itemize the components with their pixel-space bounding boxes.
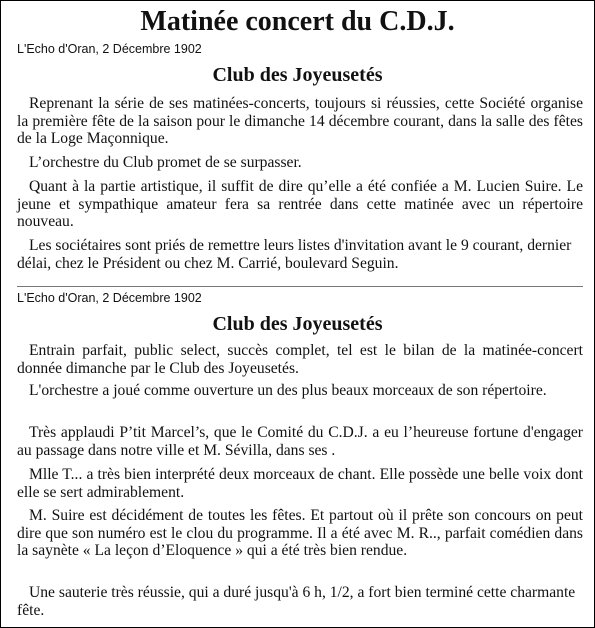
article-1-paragraph-4: Les sociétaires sont priés de remettre leurs listes d'invitation avant le 9 courant, dernier délai, chez le Président ou chez M. Carrié, boulevard Seguin. (17, 237, 572, 272)
article-divider (17, 286, 583, 287)
article-2-paragraph-5: M. Suire est décidément de toutes les fêtes. Et partout où il prête son concours on peut dire que son numéro est le clou du programme. Il a été avec M. R.., parfait comédien dans la saynète « La leçon d’Eloquence » qui a été très bien rendue. (17, 507, 583, 560)
article-1-paragraph-2: L’orchestre du Club promet de se surpasser. (29, 154, 302, 171)
article-1-heading: Club des Joyeusetés (212, 64, 383, 86)
article-2-paragraph-4: Mlle T... a très bien interprété deux morceaux de chant. Elle possède une belle voix dont elle se sert admirablement. (17, 466, 583, 501)
article-1-paragraph-1: Reprenant la série de ses matinées-concerts, toujours si réussies, cette Société organise la première fête de la saison pour le dimanche 14 décembre courant, dans la salle des fêtes de la Loge Maçonnique. (17, 95, 583, 148)
article-2-paragraph-3: Très applaudi P’tit Marcel’s, que le Comité du C.D.J. a eu l’heureuse fortune d'engager au passage dans notre ville et M. Sévilla, dans ses . (17, 424, 583, 459)
article-1-paragraph-3: Quant à la partie artistique, il suffit de dire qu’elle a été confiée a M. Lucien Suire. Le jeune et sympathique amateur fera sa rentrée dans cette matinée avec un répertoire nouveau. (17, 178, 583, 231)
article-2-paragraph-6: Une sauterie très réussie, qui a duré jusqu'à 6 h, 1/2, a fort bien terminé cette charmante fête. (17, 584, 576, 619)
page-title: Matinée concert du C.D.J. (140, 6, 455, 37)
article-2-paragraph-2: L'orchestre a joué comme ouverture un des plus beaux morceaux de son répertoire. (29, 382, 547, 399)
article-1-source: L'Echo d'Oran, 2 Décembre 1902 (17, 42, 202, 56)
article-2-heading: Club des Joyeusetés (212, 313, 383, 335)
article-2-source: L'Echo d'Oran, 2 Décembre 1902 (17, 291, 202, 305)
article-2-paragraph-1: Entrain parfait, public select, succès complet, tel est le bilan de la matinée-concert donnée dimanche par le Club des Joyeusetés. (17, 342, 583, 377)
